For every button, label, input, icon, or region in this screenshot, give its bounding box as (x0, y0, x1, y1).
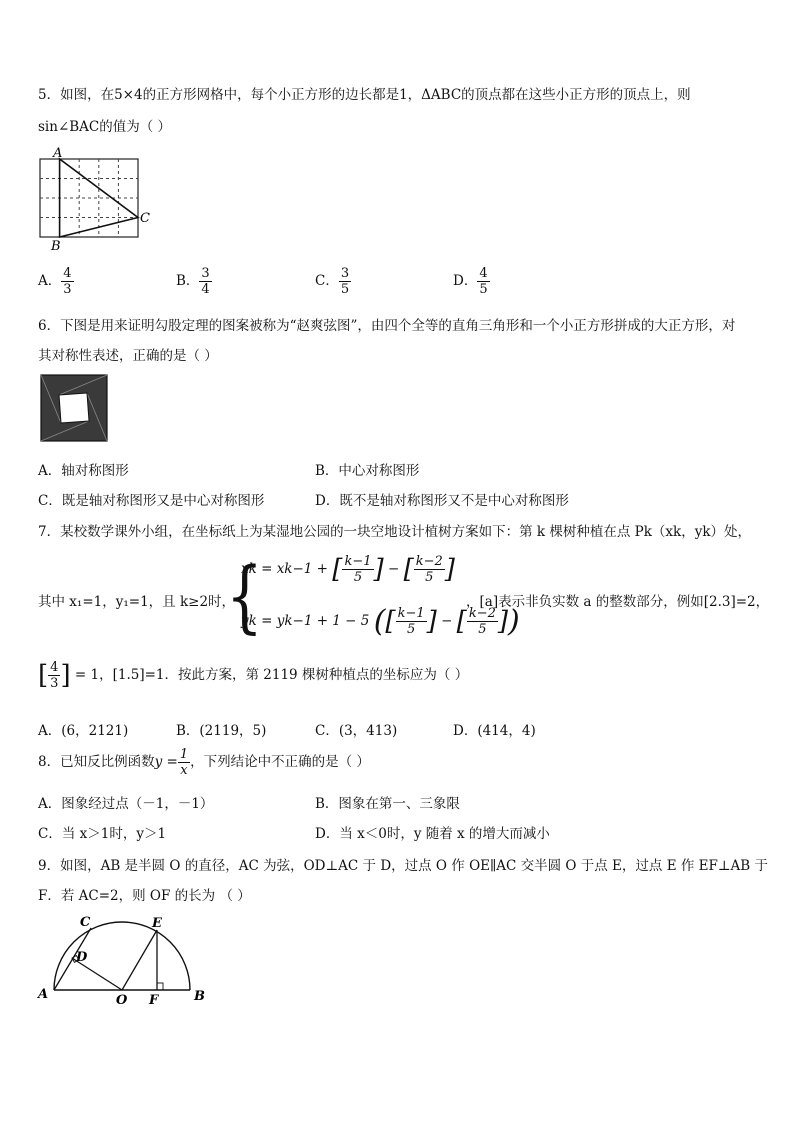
q9-label-a: A (38, 987, 49, 1002)
inner-square (59, 393, 89, 423)
q7-system-brace: { (226, 550, 263, 642)
q7-line3: [ $\frac{4}{3}$ ] = 1，[1.5]=1．按此方案，第 2119 棵树种植点的坐标应为（ ） (38, 660, 469, 691)
q9-text-line1: 9．如图，AB 是半圆 O 的直径，AC 为弦，OD⊥AC 于 D，过点 O 作 OE∥AC 交半圆 O 于点 E，过点 E 作 EF⊥AB 于 (38, 858, 769, 874)
q7-text-line1: 7．某校数学课外小组，在坐标纸上为某湿地公园的一块空地设计植树方案如下：第 k 棵树种植在点 Pk（xk，yk）处， (38, 524, 752, 540)
q7-option-b[interactable]: B．(2119，5) (176, 723, 267, 739)
q8-option-c[interactable]: C．当 x＞1时，y＞1 (38, 826, 167, 842)
q9-semicircle-figure (36, 912, 216, 1012)
q5-label-b: B (51, 239, 61, 254)
q9-label-e: E (152, 916, 162, 931)
q6-text-line2: 其对称性表述，正确的是（ ） (38, 348, 218, 364)
q6-option-b[interactable]: B．中心对称图形 (315, 463, 420, 479)
q5-grid-figure (30, 145, 180, 255)
q5-label-a: A (53, 146, 63, 161)
q8-option-a[interactable]: A．图象经过点（－1，－1） (38, 796, 214, 812)
q5-option-b[interactable]: B． $\frac{3}{4}$ (176, 266, 210, 297)
q6-option-c[interactable]: C．既是轴对称图形又是中心对称图形 (38, 493, 265, 509)
q8-text: 8．已知反比例函数y = $\frac{1}{x}$ ，下列结论中不正确的是（ ） (38, 747, 370, 778)
q8-option-b[interactable]: B．图象在第一、三象限 (315, 796, 460, 812)
q5-text-line1: 5．如图，在5×4的正方形网格中，每个小正方形的边长都是1，ΔABC的顶点都在这些小正方形的顶点上，则 (38, 87, 691, 103)
q5-option-a[interactable]: A． $\frac{4}{3}$ (38, 266, 72, 297)
q5-label-c: C (140, 211, 150, 226)
q9-text-line2: F．若 AC=2，则 OF 的长为 （ ） (38, 888, 251, 904)
q9-label-f: F (149, 993, 159, 1008)
q7-equation-y: yk = yk−1 + 1 − 5 ([ $\frac{k-1}{5}$ ] − [ $\frac{k-2}{5}$ ]) (241, 604, 520, 639)
q8-option-d[interactable]: D．当 x＜0时，y 随着 x 的增大而减小 (315, 826, 550, 842)
q7-prefix: 其中 x₁=1，y₁=1，且 k≥2时， (38, 594, 236, 610)
q6-text-line1: 6．下图是用来证明勾股定理的图案被称为“赵爽弦图”，由四个全等的直角三角形和一个小正方形拼成的大正方形，对 (38, 318, 736, 334)
q6-option-a[interactable]: A．轴对称图形 (38, 463, 129, 479)
q9-label-b: B (194, 989, 205, 1004)
q7-option-d[interactable]: D．(414，4) (453, 723, 536, 739)
q5-option-c[interactable]: C． $\frac{3}{5}$ (315, 266, 350, 297)
q6-option-d[interactable]: D．既不是轴对称图形又不是中心对称图形 (315, 493, 569, 509)
q9-label-o: O (116, 993, 128, 1008)
q7-option-c[interactable]: C．(3，413) (315, 723, 398, 739)
q5-option-d[interactable]: D． $\frac{4}{5}$ (453, 266, 488, 297)
q7-equation-x: xk = xk−1 + [ $\frac{k-1}{5}$ ] − [ $\frac{k-2}{5}$ ] (241, 554, 455, 585)
q7-suffix: ，[a]表示非负实数 a 的整数部分，例如[2.3]=2， (466, 594, 770, 610)
q7-option-a[interactable]: A．(6，2121) (38, 723, 129, 739)
q9-label-c: C (80, 915, 91, 930)
q5-text-line2: sin∠BAC的值为（ ） (38, 119, 172, 135)
q9-label-d: D (76, 950, 88, 965)
zhao-shuang-diagram (41, 375, 111, 445)
